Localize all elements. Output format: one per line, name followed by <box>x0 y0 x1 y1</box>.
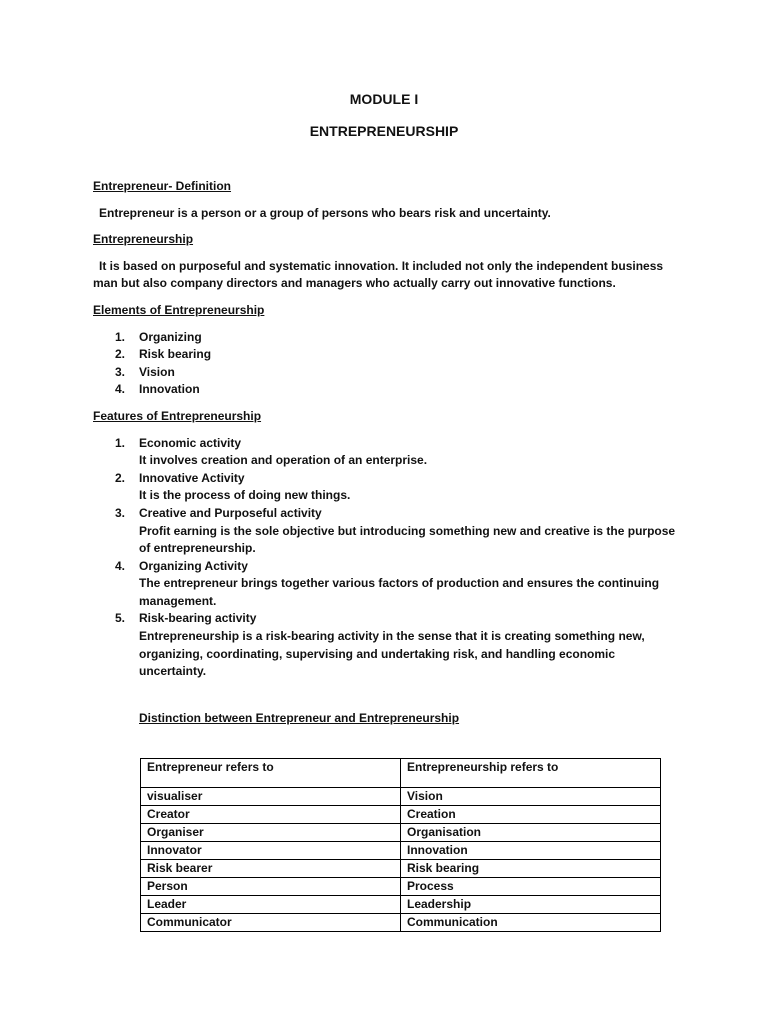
table-cell: Organisation <box>401 824 661 842</box>
list-item <box>93 346 683 364</box>
entrepreneurship-heading: Entrepreneurship <box>93 232 194 247</box>
table-cell: Process <box>401 878 661 896</box>
table-cell: Vision <box>401 788 661 806</box>
table-header-row <box>141 759 661 788</box>
module-subtitle: ENTREPRENEURSHIP <box>309 123 459 139</box>
feature-description: Profit earning is the sole objective but introducing something new and creative is the purpose of entrepreneurship. <box>139 523 676 556</box>
definition-heading: Entrepreneur- Definition <box>93 179 232 193</box>
table-cell: Leader <box>141 896 401 914</box>
list-label: Innovation <box>139 382 200 397</box>
list-number: 1. <box>115 435 126 450</box>
list-item <box>93 435 683 470</box>
distinction-heading: Distinction between Entrepreneur and Entrepreneurship <box>139 710 460 725</box>
table-cell: Innovation <box>401 842 661 860</box>
feature-label: Innovative Activity <box>139 470 245 485</box>
definition-text: Entrepreneur is a person or a group of persons who bears risk and uncertainty. <box>99 205 551 220</box>
feature-description: It is the process of doing new things. <box>139 488 351 503</box>
table-header-cell: Entrepreneurship refers to <box>401 759 661 788</box>
list-number: 3. <box>115 364 126 379</box>
list-item <box>93 364 683 382</box>
distinction-table <box>140 758 661 932</box>
table-row <box>141 788 661 806</box>
list-item <box>93 610 683 680</box>
table-row <box>141 896 661 914</box>
list-item <box>93 558 683 611</box>
table-header-cell: Entrepreneur refers to <box>141 759 401 788</box>
table-cell: Leadership <box>401 896 661 914</box>
feature-description: Entrepreneurship is a risk-bearing activity in the sense that it is creating something new, organizing, coordinating, supervising and undertaking risk, and handling economic uncertainty. <box>139 629 645 679</box>
module-title: MODULE I <box>349 91 419 107</box>
list-number: 4. <box>115 558 126 573</box>
list-item <box>93 505 683 558</box>
feature-label: Economic activity <box>139 435 242 450</box>
list-number: 4. <box>115 382 126 397</box>
list-number: 1. <box>115 329 126 344</box>
list-number: 5. <box>115 611 126 626</box>
list-item <box>93 329 683 347</box>
features-list <box>93 435 683 681</box>
table-cell: Creation <box>401 806 661 824</box>
list-label: Organizing <box>139 329 202 344</box>
feature-label: Creative and Purposeful activity <box>139 505 322 520</box>
list-label: Risk bearing <box>139 347 212 362</box>
feature-label: Risk-bearing activity <box>139 611 257 626</box>
table-cell: Organiser <box>141 824 401 842</box>
list-item <box>93 381 683 399</box>
table-cell: Creator <box>141 806 401 824</box>
table-row <box>141 914 661 932</box>
entrepreneurship-text: It is based on purposeful and systematic innovation. It included not only the independent business man but also company directors and managers who actually carry out innovative functions. <box>93 258 664 291</box>
elements-list <box>93 329 683 399</box>
list-number: 2. <box>115 470 126 485</box>
features-heading: Features of Entrepreneurship <box>93 408 262 423</box>
table-cell: Risk bearer <box>141 860 401 878</box>
table-cell: Person <box>141 878 401 896</box>
table-cell: Communicator <box>141 914 401 932</box>
elements-heading: Elements of Entrepreneurship <box>93 302 265 317</box>
table-cell: visualiser <box>141 788 401 806</box>
list-item <box>93 470 683 505</box>
table-row <box>141 860 661 878</box>
table-row <box>141 842 661 860</box>
feature-label: Organizing Activity <box>139 558 248 573</box>
table-row <box>141 878 661 896</box>
table-row <box>141 824 661 842</box>
table-row <box>141 806 661 824</box>
list-label: Vision <box>139 364 175 379</box>
document-body <box>93 178 683 739</box>
list-number: 2. <box>115 347 126 362</box>
table-cell: Innovator <box>141 842 401 860</box>
table-cell: Risk bearing <box>401 860 661 878</box>
feature-description: It involves creation and operation of an enterprise. <box>139 453 428 468</box>
feature-description: The entrepreneur brings together various factors of production and ensures the continuing management. <box>139 576 660 608</box>
table-cell: Communication <box>401 914 661 932</box>
list-number: 3. <box>115 505 126 520</box>
